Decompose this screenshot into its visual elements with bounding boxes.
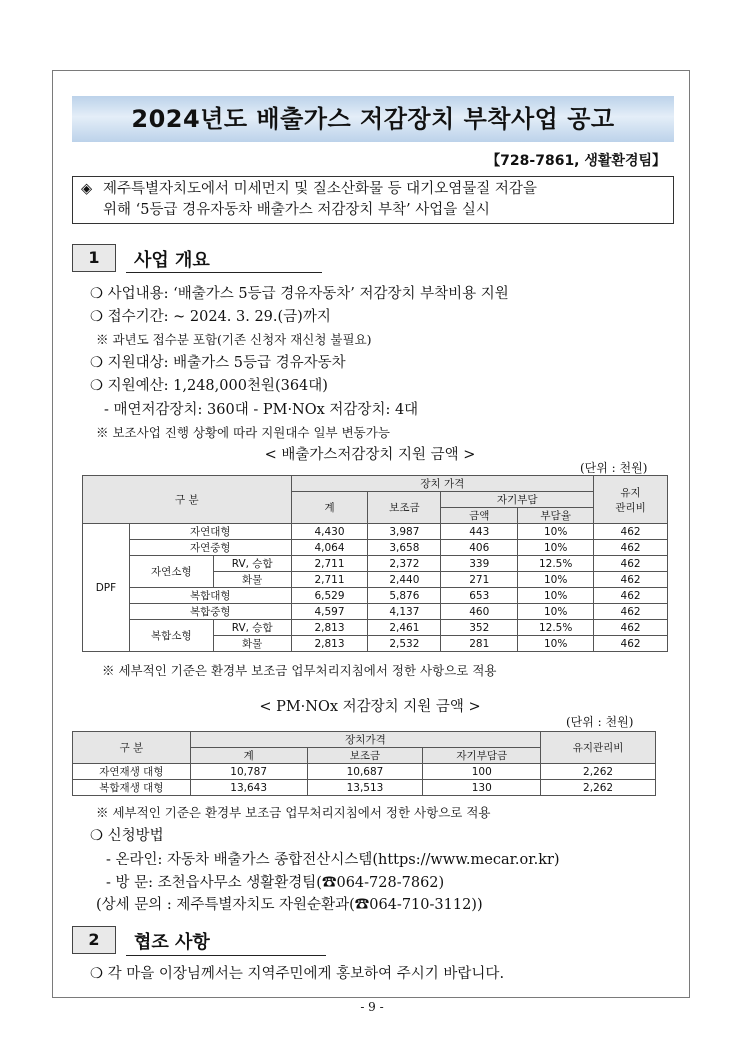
table1-unit: (단위 : 천원) bbox=[580, 461, 648, 475]
table-cell: 462 bbox=[594, 524, 668, 540]
apply-inquiry: (상세 문의 : 제주특별자치도 자원순환과(☎064-710-3112)) bbox=[96, 897, 483, 913]
apply-heading: ❍ 신청방법 bbox=[90, 828, 164, 844]
table-cell: 10% bbox=[518, 572, 594, 588]
table1-header-rate: 부담율 bbox=[518, 508, 594, 524]
item-period: ❍ 접수기간: ~ 2024. 3. 29.(금)까지 bbox=[90, 309, 331, 325]
item-period-note: ※ 과년도 접수분 포함(기존 신청자 재신청 불필요) bbox=[96, 332, 372, 347]
table-cell: 130 bbox=[423, 780, 541, 796]
table-cell: 462 bbox=[594, 572, 668, 588]
table1-sub-complex-small: 복합소형 bbox=[129, 620, 213, 652]
table-cell: 2,813 bbox=[291, 620, 368, 636]
page-number: - 9 - bbox=[360, 1000, 384, 1014]
apply-visit: - 방 문: 조천읍사무소 생활환경팀(☎064-728-7862) bbox=[106, 875, 445, 891]
table-cell: 2,262 bbox=[541, 764, 656, 780]
table-row-label: 복합대형 bbox=[129, 588, 291, 604]
table-cell: 4,430 bbox=[291, 524, 368, 540]
table-cell: 339 bbox=[441, 556, 518, 572]
table-cell: 462 bbox=[594, 604, 668, 620]
table-cell: 2,711 bbox=[291, 572, 368, 588]
table-cell: 462 bbox=[594, 556, 668, 572]
table-cell: 2,532 bbox=[368, 636, 441, 652]
item-target: ❍ 지원대상: 배출가스 5등급 경유자동차 bbox=[90, 355, 346, 371]
dpf-support-table bbox=[82, 475, 668, 652]
table-row-label: 복합재생 대형 bbox=[73, 780, 191, 796]
intro-box bbox=[72, 176, 674, 224]
table-row-label: 화물 bbox=[213, 572, 291, 588]
section-2-title: 협조 사항 bbox=[134, 932, 210, 953]
table-cell: 271 bbox=[441, 572, 518, 588]
table-cell: 12.5% bbox=[518, 556, 594, 572]
table-cell: 12.5% bbox=[518, 620, 594, 636]
table-cell: 2,813 bbox=[291, 636, 368, 652]
table1-header-total: 계 bbox=[291, 492, 368, 524]
table-cell: 281 bbox=[441, 636, 518, 652]
table1-note: ※ 세부적인 기준은 환경부 보조금 업무처리지침에서 정한 사항으로 적용 bbox=[102, 663, 497, 678]
table2-header-category: 구 분 bbox=[73, 732, 191, 764]
section-2-underline bbox=[126, 955, 326, 956]
table-cell: 10% bbox=[518, 524, 594, 540]
table2-header-device-price: 장치가격 bbox=[190, 732, 540, 748]
table-cell: 406 bbox=[441, 540, 518, 556]
table-cell: 10% bbox=[518, 588, 594, 604]
table2-caption: < PM·NOx 저감장치 지원 금액 > bbox=[259, 699, 481, 715]
table-row-label: RV, 승합 bbox=[213, 556, 291, 572]
table-cell: 443 bbox=[441, 524, 518, 540]
table1-sub-natural-small: 자연소형 bbox=[129, 556, 213, 588]
table-cell: 10% bbox=[518, 604, 594, 620]
table-cell: 5,876 bbox=[368, 588, 441, 604]
table-cell: 352 bbox=[441, 620, 518, 636]
table-cell: 2,711 bbox=[291, 556, 368, 572]
table-cell: 3,658 bbox=[368, 540, 441, 556]
table-cell: 10% bbox=[518, 540, 594, 556]
table1-group-dpf: DPF bbox=[83, 524, 130, 652]
table2-header-subsidy: 보조금 bbox=[307, 748, 423, 764]
table-cell: 13,643 bbox=[190, 780, 307, 796]
table-row-label: 자연대형 bbox=[129, 524, 291, 540]
table-cell: 10,687 bbox=[307, 764, 423, 780]
table-cell: 4,137 bbox=[368, 604, 441, 620]
table2-header-self-burden: 자기부담금 bbox=[423, 748, 541, 764]
table-cell: 10,787 bbox=[190, 764, 307, 780]
table2-note: ※ 세부적인 기준은 환경부 보조금 업무처리지침에서 정한 사항으로 적용 bbox=[96, 805, 491, 820]
item-budget: ❍ 지원예산: 1,248,000천원(364대) bbox=[90, 378, 328, 394]
table-cell: 462 bbox=[594, 620, 668, 636]
table-row-label: 자연재생 대형 bbox=[73, 764, 191, 780]
pm-nox-support-table bbox=[72, 731, 656, 796]
intro-line-1: 제주특별자치도에서 미세먼지 및 질소산화물 등 대기오염물질 저감을 bbox=[103, 181, 537, 197]
intro-line-2: 위해 ‘5등급 경유자동차 배출가스 저감장치 부착’ 사업을 실시 bbox=[103, 202, 490, 218]
table-cell: 4,597 bbox=[291, 604, 368, 620]
table-cell: 460 bbox=[441, 604, 518, 620]
table2-header-maintenance: 유지관리비 bbox=[541, 732, 656, 764]
table1-header-self-burden: 자기부담 bbox=[441, 492, 594, 508]
table1-caption: < 배출가스저감장치 지원 금액 > bbox=[264, 447, 476, 463]
table1-header-maintenance: 유지 관리비 bbox=[594, 476, 668, 524]
table2-unit: (단위 : 천원) bbox=[566, 715, 634, 729]
table1-header-device-price: 장치 가격 bbox=[291, 476, 594, 492]
item-budget-note: ※ 보조사업 진행 상황에 따라 지원대수 일부 변동가능 bbox=[96, 425, 390, 440]
table-row-label: 복합중형 bbox=[129, 604, 291, 620]
section-2-number: 2 bbox=[72, 926, 116, 954]
page-title: 2024년도 배출가스 저감장치 부착사업 공고 bbox=[131, 105, 615, 133]
table-cell: 2,372 bbox=[368, 556, 441, 572]
table-cell: 13,513 bbox=[307, 780, 423, 796]
table1-header-category: 구 분 bbox=[83, 476, 292, 524]
table-cell: 462 bbox=[594, 636, 668, 652]
section-1-underline bbox=[126, 272, 322, 273]
table-cell: 100 bbox=[423, 764, 541, 780]
section-1-title: 사업 개요 bbox=[134, 250, 210, 271]
table-cell: 4,064 bbox=[291, 540, 368, 556]
table-row-label: 자연중형 bbox=[129, 540, 291, 556]
section-2-item: ❍ 각 마을 이장님께서는 지역주민에게 홍보하여 주시기 바랍니다. bbox=[90, 966, 505, 982]
section-1-number: 1 bbox=[72, 244, 116, 272]
table-cell: 2,262 bbox=[541, 780, 656, 796]
table-row-label: RV, 승합 bbox=[213, 620, 291, 636]
table-cell: 2,440 bbox=[368, 572, 441, 588]
table-cell: 3,987 bbox=[368, 524, 441, 540]
diamond-icon: ◈ bbox=[81, 181, 93, 197]
table2-header-total: 계 bbox=[190, 748, 307, 764]
table-cell: 6,529 bbox=[291, 588, 368, 604]
item-content: ❍ 사업내용: ‘배출가스 5등급 경유자동차’ 저감장치 부착비용 지원 bbox=[90, 286, 509, 302]
table1-header-amount: 금액 bbox=[441, 508, 518, 524]
apply-online: - 온라인: 자동차 배출가스 종합전산시스템(https://www.mecar.or.kr) bbox=[106, 852, 560, 868]
table-cell: 2,461 bbox=[368, 620, 441, 636]
contact-info: 【728-7861, 생활환경팀】 bbox=[486, 153, 666, 169]
table-cell: 10% bbox=[518, 636, 594, 652]
item-budget-detail: - 매연저감장치: 360대 - PM·NOx 저감장치: 4대 bbox=[104, 402, 419, 418]
table-row-label: 화물 bbox=[213, 636, 291, 652]
table1-header-subsidy: 보조금 bbox=[368, 492, 441, 524]
table-cell: 462 bbox=[594, 540, 668, 556]
table-cell: 653 bbox=[441, 588, 518, 604]
table-cell: 462 bbox=[594, 588, 668, 604]
